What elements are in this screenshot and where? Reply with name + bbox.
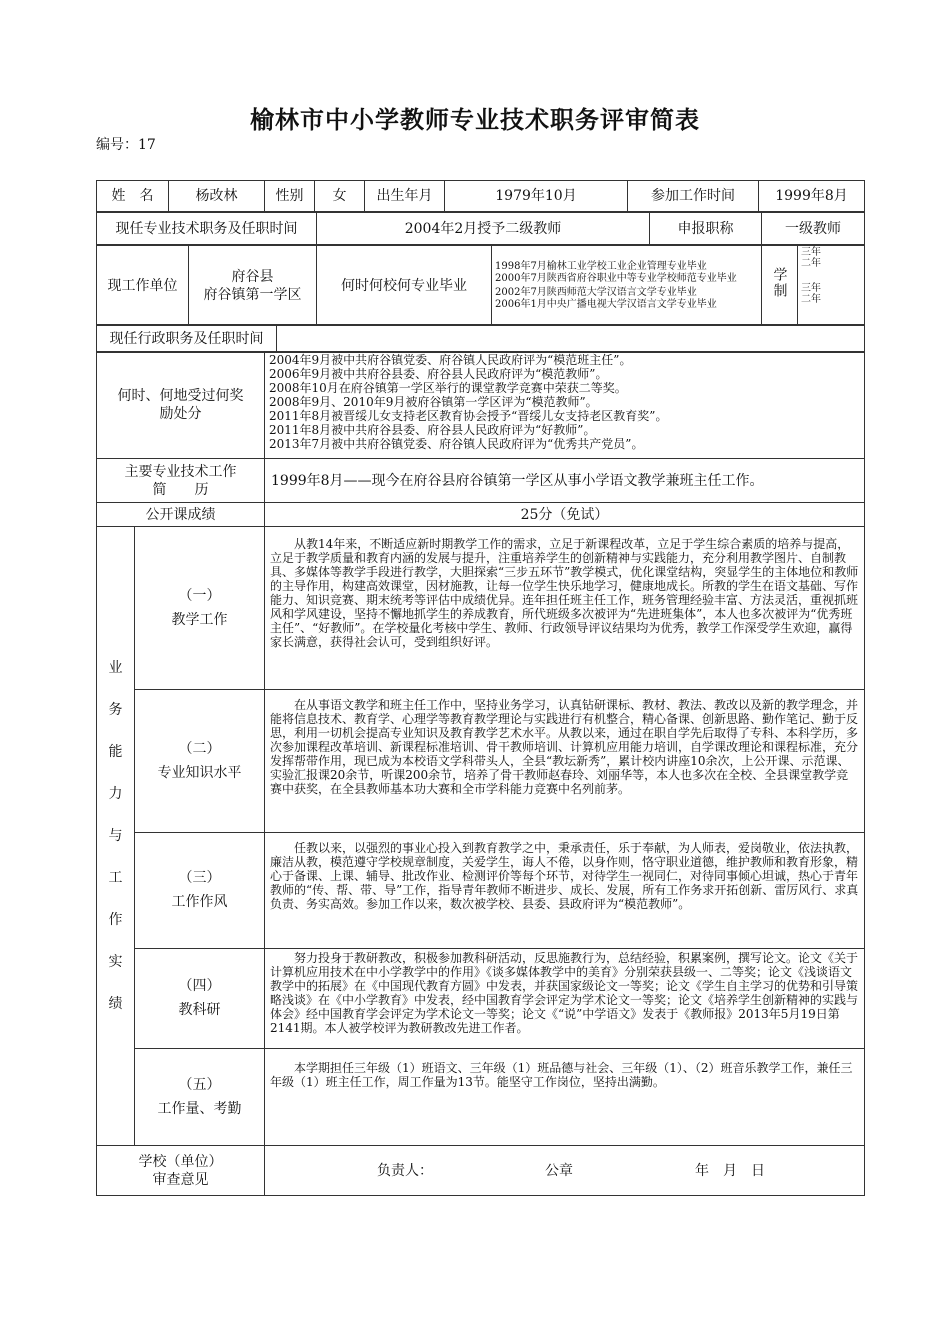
admin-label: 现任行政职务及任职时间 xyxy=(97,325,277,353)
review-signature-area xyxy=(265,1146,865,1196)
section-teaching-label xyxy=(135,527,265,690)
birth-label: 出生年月 xyxy=(365,181,445,212)
main-table xyxy=(96,351,865,1196)
section-name: 教学工作 xyxy=(171,611,228,628)
side-char: 力 xyxy=(108,786,123,802)
side-char: 业 xyxy=(108,660,123,676)
gender-value: 女 xyxy=(315,181,365,212)
side-char: 绩 xyxy=(108,996,123,1012)
section-name: 工作量、考勤 xyxy=(157,1100,242,1117)
duration-list xyxy=(798,246,865,326)
section-number: （五） xyxy=(178,1076,221,1093)
leader-label: 负责人： xyxy=(377,1163,433,1179)
section-research-label xyxy=(135,948,265,1048)
gender-label: 性别 xyxy=(265,181,315,212)
education-item: 2000年7月陕西省府谷职业中等专业学校师范专业毕业 xyxy=(495,272,737,284)
section-knowledge-label xyxy=(135,689,265,832)
title-info-table xyxy=(96,212,865,245)
section-name: 工作作风 xyxy=(171,894,228,911)
section-name: 教科研 xyxy=(178,1002,221,1019)
section-knowledge-text: 在从事语文教学和班主任工作中，坚持业务学习，认真钻研课标、教材、教法、教改以及新的教学理念，并能将信息技术、教育学、心理学等教育教学理论与实践进行有机整合，精心备课、创新思路、勤作笔记、勤于反思，利用一切机会提高专业知识及教育教学艺术水平。从教以来，通过在职自学先后取得了专科、本科学历，多次参加课程改革培训、新课程标准培训、骨干教师培训、计算机应用能力培训，自学课改理论和课程标准，充分发挥帮带作用，现已成为本校语文学科带头人，全县“教坛新秀”，累计校内讲座10余次，上公开课、示范课、实验汇报课20余节，听课200余节，培养了骨干教师赵春玲、刘丽华等，本人也多次在全校、全县课堂教学竞赛中获奖，在全县教师基本功大赛和全市学科能力竞赛中名列前茅。 xyxy=(265,689,865,832)
admin-table xyxy=(96,324,865,353)
duration-item: 三年 xyxy=(801,247,821,258)
duration-item: 二年 xyxy=(801,294,821,305)
birth-value: 1979年10月 xyxy=(445,181,628,212)
current-title-label: 现任专业技术职务及任职时间 xyxy=(97,213,317,245)
side-char: 作 xyxy=(108,912,123,928)
unit-label: 现工作单位 xyxy=(97,246,189,326)
section-number: （一） xyxy=(178,587,221,604)
date-label: 年 月 日 xyxy=(695,1163,765,1179)
open-class-value: 25分（免试） xyxy=(265,503,865,527)
apply-title-value: 一级教师 xyxy=(762,213,865,245)
duration-label-text: 学制 xyxy=(771,267,788,299)
resume-value: 1999年8月——现今在府谷县府谷镇第一学区从事小学语文教学兼班主任工作。 xyxy=(265,459,865,503)
education-list xyxy=(492,246,762,326)
duration-item: 二年 xyxy=(801,258,821,269)
resume-label: 主要专业技术工作 简 历 xyxy=(97,459,265,503)
education-item: 1998年7月榆林工业学校工业企业管理专业毕业 xyxy=(495,260,707,272)
work-start-value: 1999年8月 xyxy=(759,181,865,212)
award-item: 2013年7月被中共府谷镇党委、府谷镇人民政府评为“优秀共产党员”。 xyxy=(269,437,644,451)
unit-info-table xyxy=(96,245,865,326)
award-item: 2008年10月在府谷镇第一学区举行的课堂教学竞赛中荣获二等奖。 xyxy=(269,381,627,395)
section-style-text: 任教以来，以强烈的事业心投入到教育教学之中，秉承责任，乐于奉献，为人师表，爱岗敬业，依法执教，廉洁从教，模范遵守学校规章制度，关爱学生，诲人不倦，以身作则，恪守职业道德，维护教师和教育形象，精心于备课、上课、辅导、批改作业、检测评价等每个环节，对待学生一视同仁，对待同事倾心坦诚，热心于青年教师的“传、帮、带、导”工作，指导青年教师不断进步、成长、发展，所有工作务求开拓创新、雷厉风行、求真负责、务实高效。参加工作以来，数次被学校、县委、县政府评为“模范教师”。 xyxy=(265,832,865,948)
name-value: 杨改林 xyxy=(169,181,265,212)
duration-item: 三年 xyxy=(801,283,821,294)
award-item: 2006年9月被中共府谷县委、府谷县人民政府评为“模范教师”。 xyxy=(269,367,608,381)
section-research-text: 努力投身于教研教改，积极参加教科研活动，反思施教行为，总结经验，积累案例，撰写论文。论文《关于计算机应用技术在中小学教学中的作用》《谈多媒体教学中的美育》分别荣获县级一、二等奖；论文《浅谈语文教学中的拓展》在《中国现代教育方圆》中发表，并获国家级论文一等奖；论文《学生自主学习的优势和引导策略浅谈》在《中小学教育》中发表，经中国教育学会评定为学术论文一等奖；论文《培养学生创新精神的实践与体会》经中国教育学会评定为学术论文一等奖；论文《“说”中学语文》发表于《教师报》2013年5月19日第2141期。本人被学校评为教研教改先进工作者。 xyxy=(265,948,865,1048)
section-workload-label xyxy=(135,1048,265,1145)
section-teaching-text: 从教14年来，不断适应新时期教学工作的需求，立足于新课程改革，立足于学生综合素质的培养与提高，立足于教学质量和教育内涵的发展与提升，注重培养学生的创新精神与实践能力，充分利用教学图片、自制教具、多媒体等教学手段进行教学，大胆探索“三步五环节”教学模式，优化课堂结构，突显学生的主体地位和教师的主导作用，构建高效课堂，因材施教，让每一位学生快乐地学习，健康地成长。所教的学生在语文基础、写作能力、知识竞赛、期末统考等评估中成绩优异。连年担任班主任工作，班务管理经验丰富、方法灵活，重视抓班风和学风建设，坚持不懈地抓学生的养成教育，所代班级多次被评为“先进班集体”，本人也多次被评为“优秀班主任”、“好教师”。在学校量化考核中学生、教师、行政领导评议结果均为优秀，教学工作深受学生欢迎，赢得家长满意，获得社会认可，受到组织好评。 xyxy=(265,527,865,690)
awards-list xyxy=(265,352,865,459)
work-start-label: 参加工作时间 xyxy=(628,181,759,212)
education-item: 2006年1月中央广播电视大学汉语言文学专业毕业 xyxy=(495,298,717,310)
performance-side-label xyxy=(97,527,135,1146)
basic-info-table xyxy=(96,180,865,212)
review-label: 学校（单位） 审查意见 xyxy=(97,1146,265,1196)
awards-label xyxy=(97,352,265,459)
open-class-label: 公开课成绩 xyxy=(97,503,265,527)
section-number: （三） xyxy=(178,870,221,887)
side-char: 务 xyxy=(108,702,123,718)
apply-title-label: 申报职称 xyxy=(650,213,762,245)
awards-label-text: 何时、何地受过何奖励处分 xyxy=(117,388,244,422)
name-label: 姓 名 xyxy=(97,181,169,212)
seal-label: 公章 xyxy=(545,1163,573,1179)
current-title-value: 2004年2月授予二级教师 xyxy=(317,213,650,245)
award-item: 2011年8月被中共府谷县委、府谷县人民政府评为“好教师”。 xyxy=(269,423,596,437)
side-char: 能 xyxy=(108,744,123,760)
award-item: 2004年9月被中共府谷镇党委、府谷镇人民政府评为“模范班主任”。 xyxy=(269,353,632,367)
side-char: 与 xyxy=(108,828,123,844)
section-name: 专业知识水平 xyxy=(157,764,242,781)
unit-value: 府谷县 府谷镇第一学区 xyxy=(189,246,317,326)
section-style-label xyxy=(135,832,265,948)
admin-value xyxy=(277,325,865,353)
duration-label xyxy=(762,246,798,326)
award-item: 2008年9月、2010年9月被府谷镇第一学区评为“模范教师”。 xyxy=(269,395,598,409)
section-number: （四） xyxy=(178,978,221,995)
graduation-label: 何时何校何专业毕业 xyxy=(317,246,492,326)
award-item: 2011年8月被晋绥儿女支持老区教育协会授予“晋绥儿女支持老区教育奖”。 xyxy=(269,409,668,423)
page-title: 榆林市中小学教师专业技术职务评审简表 xyxy=(250,105,700,134)
side-char: 工 xyxy=(108,870,123,886)
document-number: 编号：17 xyxy=(96,137,156,153)
section-workload-text: 本学期担任三年级（1）班语文、三年级（1）班品德与社会、三年级（1）、（2）班音乐教学工作，兼任三年级（1）班主任工作，周工作量为13节。能坚守工作岗位，坚持出满勤。 xyxy=(265,1048,865,1145)
section-number: （二） xyxy=(178,740,221,757)
side-char: 实 xyxy=(108,954,123,970)
education-item: 2002年7月陕西师范大学汉语言文学专业毕业 xyxy=(495,286,697,298)
